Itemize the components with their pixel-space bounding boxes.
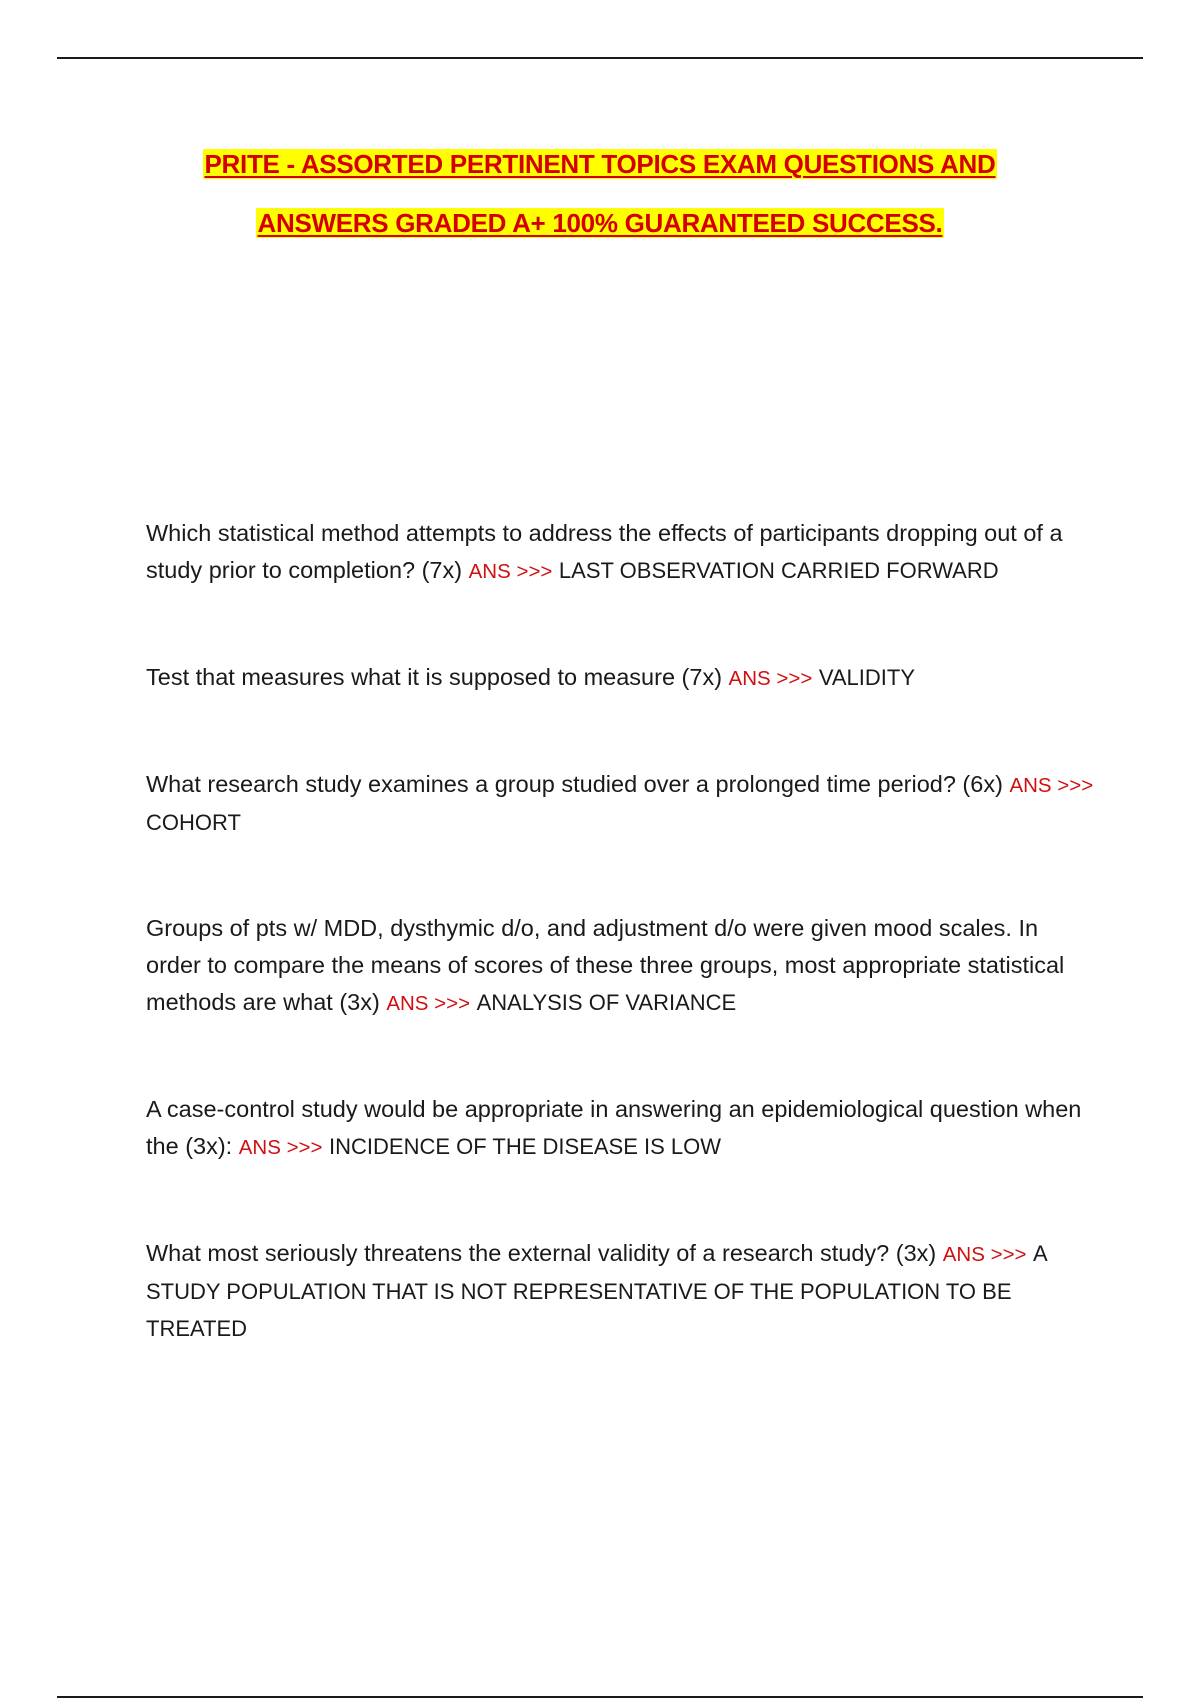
qa-item-4 bbox=[146, 910, 1096, 1022]
qa-item-5 bbox=[146, 1091, 1096, 1166]
ans-marker: ANS >>> bbox=[238, 1136, 323, 1159]
answer-text: ANALYSIS OF VARIANCE bbox=[476, 990, 737, 1015]
document-title bbox=[100, 146, 1100, 264]
answer-text: LAST OBSERVATION CARRIED FORWARD bbox=[558, 558, 999, 583]
title-text-2: ANSWERS GRADED A+ 100% GUARANTEED SUCCESS. bbox=[257, 208, 943, 238]
qa-item-3 bbox=[146, 766, 1096, 841]
bottom-rule bbox=[57, 1696, 1143, 1698]
answer-text: COHORT bbox=[146, 810, 241, 835]
qa-item-1 bbox=[146, 515, 1096, 590]
answer-text: INCIDENCE OF THE DISEASE IS LOW bbox=[329, 1134, 722, 1159]
qa-item-6 bbox=[146, 1235, 1096, 1347]
top-rule bbox=[57, 57, 1143, 59]
title-line-1 bbox=[100, 146, 1100, 182]
question-text: Groups of pts w/ MDD, dysthymic d/o, and adjustment d/o were given mood scales. In order to compare the means of scores of these three groups, most appropriate statistical methods are what (3x) bbox=[146, 915, 1065, 1015]
ans-marker: ANS >>> bbox=[468, 560, 553, 583]
ans-marker: ANS >>> bbox=[1009, 774, 1094, 797]
ans-marker: ANS >>> bbox=[942, 1243, 1027, 1266]
question-text: Test that measures what it is supposed to measure (7x) bbox=[146, 664, 723, 690]
question-text: Which statistical method attempts to address the effects of participants dropping out of a study prior to completion? (7x) bbox=[146, 520, 1063, 583]
answer-text: VALIDITY bbox=[818, 665, 916, 690]
ans-marker: ANS >>> bbox=[386, 992, 471, 1015]
qa-list bbox=[146, 515, 1096, 1347]
ans-marker: ANS >>> bbox=[728, 667, 813, 690]
qa-item-2 bbox=[146, 659, 1096, 697]
question-text: A case-control study would be appropriate in answering an epidemiological question when the (3x): bbox=[146, 1096, 1082, 1159]
question-text: What research study examines a group studied over a prolonged time period? (6x) bbox=[146, 771, 1003, 797]
title-text-1: PRITE - ASSORTED PERTINENT TOPICS EXAM QUESTIONS AND bbox=[204, 149, 996, 179]
question-text: What most seriously threatens the external validity of a research study? (3x) bbox=[146, 1240, 937, 1266]
answer-text: A STUDY POPULATION THAT IS NOT REPRESENTATIVE OF THE POPULATION TO BE TREATED bbox=[146, 1241, 1047, 1341]
title-line-2 bbox=[100, 205, 1100, 241]
